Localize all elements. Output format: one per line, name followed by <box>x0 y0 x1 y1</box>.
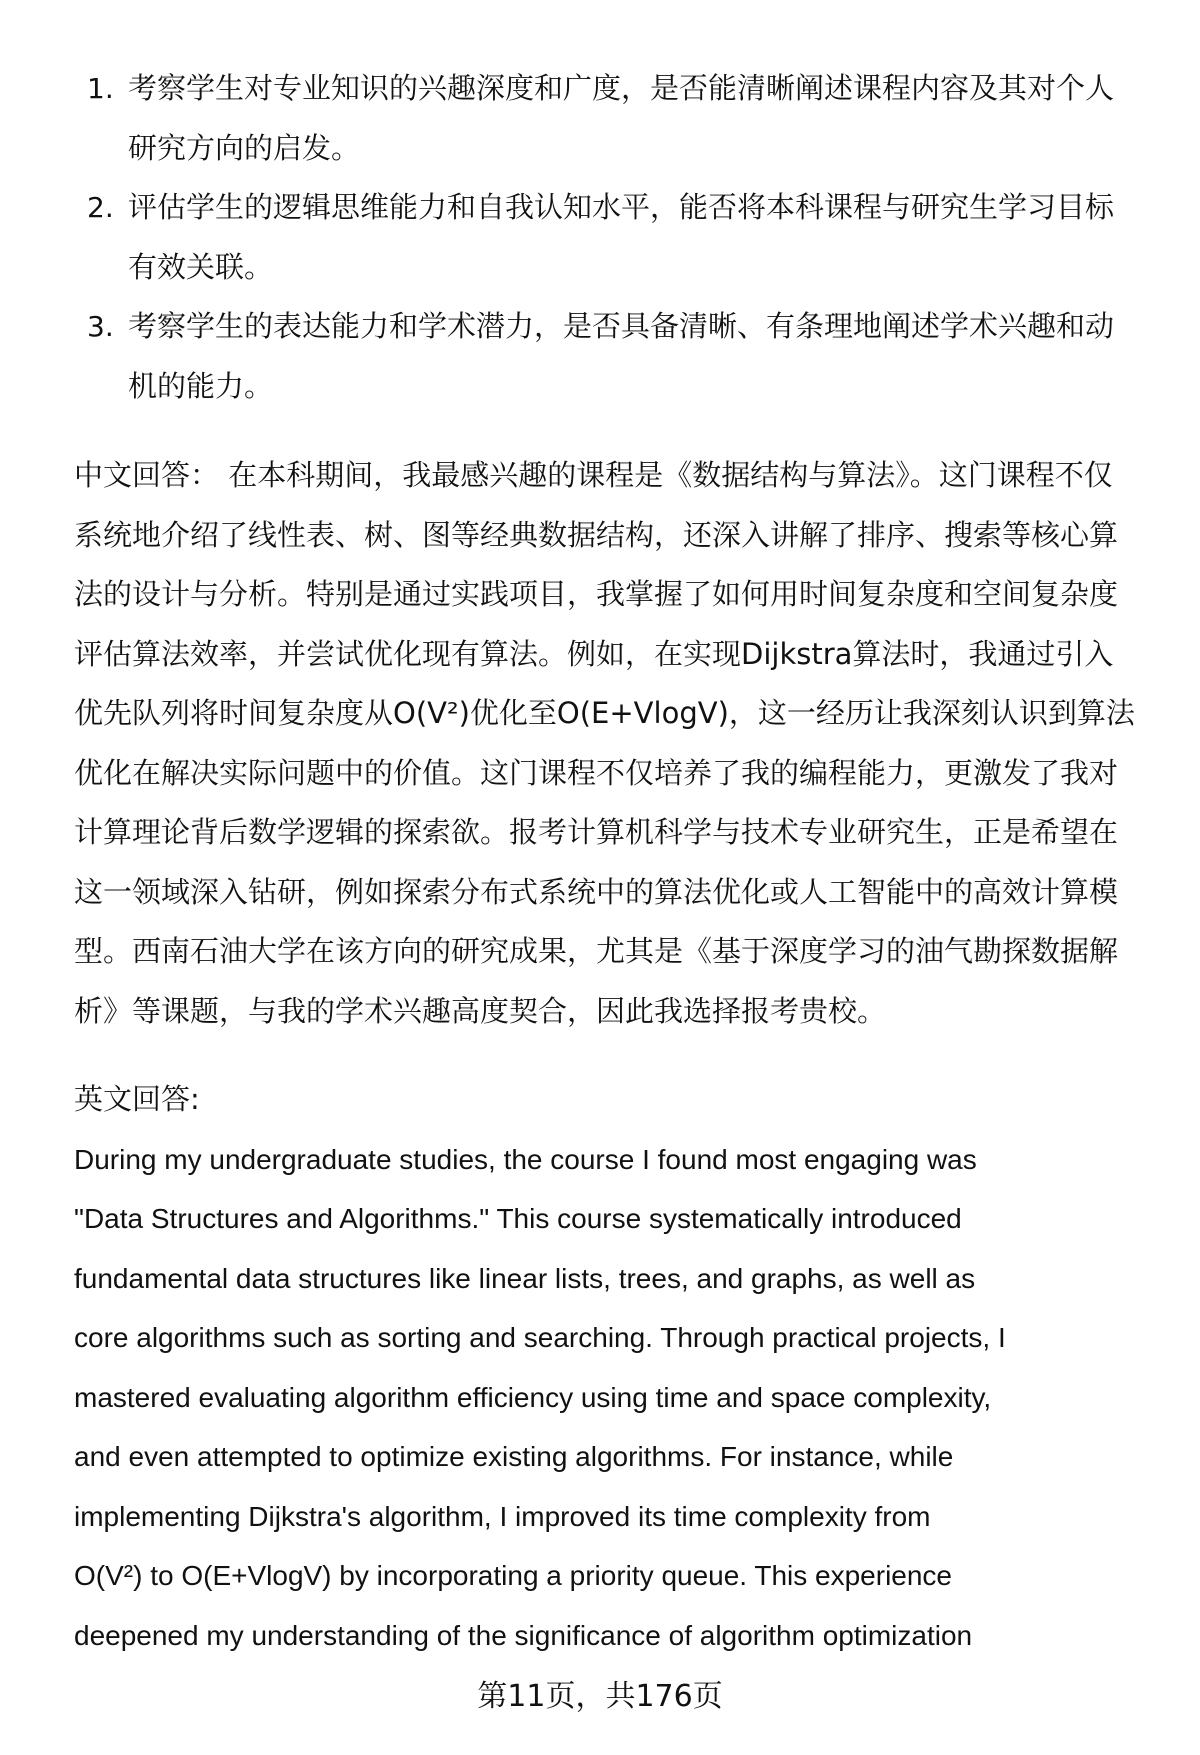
list-item <box>74 59 1164 178</box>
english-answer-section <box>74 1070 1164 1665</box>
text-line: 优先队列将时间复杂度从O(V²)优化至O(E+VlogV)，这一经历让我深刻认识到算法 <box>74 696 1135 730</box>
text-line: O(V²) to O(E+VlogV) by incorporating a priority queue. This experience <box>74 1560 953 1591</box>
text-line: "Data Structures and Algorithms." This course systematically introduced <box>74 1203 962 1234</box>
text-line: 系统地介绍了线性表、树、图等经典数据结构，还深入讲解了排序、搜索等核心算 <box>74 517 1119 552</box>
text-line: 计算理论背后数学逻辑的探索欲。报考计算机科学与技术专业研究生，正是希望在 <box>74 815 1119 849</box>
text-line: 中文回答： 在本科期间，我最感兴趣的课程是《数据结构与算法》。这门课程不仅 <box>74 458 1113 492</box>
list-number: 2. <box>87 191 114 224</box>
english-answer <box>74 1130 1164 1666</box>
list-item-line: 有效关联。 <box>128 249 274 284</box>
text-line: 型。西南石油大学在该方向的研究成果，尤其是《基于深度学习的油气勘探数据解 <box>74 934 1119 968</box>
list-item <box>74 178 1164 297</box>
criteria-list <box>74 59 1164 416</box>
text-line: 析》等课题，与我的学术兴趣高度契合，因此我选择报考贵校。 <box>74 993 887 1028</box>
text-line: 这一领域深入钻研，例如探索分布式系统中的算法优化或人工智能中的高效计算模 <box>74 874 1119 909</box>
list-item-line: 评估学生的逻辑思维能力和自我认知水平，能否将本科课程与研究生学习目标 <box>128 190 1115 224</box>
text-line: mastered evaluating algorithm efficiency using time and space complexity, <box>74 1381 992 1413</box>
page-number: 第11页，共176页 <box>477 1679 723 1714</box>
list-number: 3. <box>87 310 114 343</box>
text-line: 评估算法效率，并尝试优化现有算法。例如，在实现Dijkstra算法时，我通过引入 <box>74 636 1114 671</box>
list-item-line: 考察学生的表达能力和学术潜力，是否具备清晰、有条理地阐述学术兴趣和动 <box>128 309 1115 343</box>
list-item-line: 研究方向的启发。 <box>128 130 361 165</box>
text-line: deepened my understanding of the significance of algorithm optimization <box>74 1619 973 1651</box>
chinese-answer <box>74 446 1164 1041</box>
text-line: 优化在解决实际问题中的价值。这门课程不仅培养了我的编程能力，更激发了我对 <box>74 755 1119 790</box>
english-answer-label: 英文回答: <box>74 1082 200 1116</box>
text-line: fundamental data structures like linear lists, trees, and graphs, as well as <box>74 1262 976 1294</box>
text-line: and even attempted to optimize existing algorithms. For instance, while <box>74 1441 954 1472</box>
list-item-line: 考察学生对专业知识的兴趣深度和广度，是否能清晰阐述课程内容及其对个人 <box>128 71 1115 105</box>
text-line: During my undergraduate studies, the course I found most engaging was <box>74 1143 977 1175</box>
list-number: 1. <box>87 72 114 105</box>
list-item-line: 机的能力。 <box>128 368 274 403</box>
text-line: core algorithms such as sorting and searching. Through practical projects, I <box>74 1322 1006 1353</box>
list-item <box>74 297 1164 416</box>
text-line: implementing Dijkstra's algorithm, I improved its time complexity from <box>74 1500 931 1532</box>
text-line: 法的设计与分析。特别是通过实践项目，我掌握了如何用时间复杂度和空间复杂度 <box>74 577 1119 611</box>
